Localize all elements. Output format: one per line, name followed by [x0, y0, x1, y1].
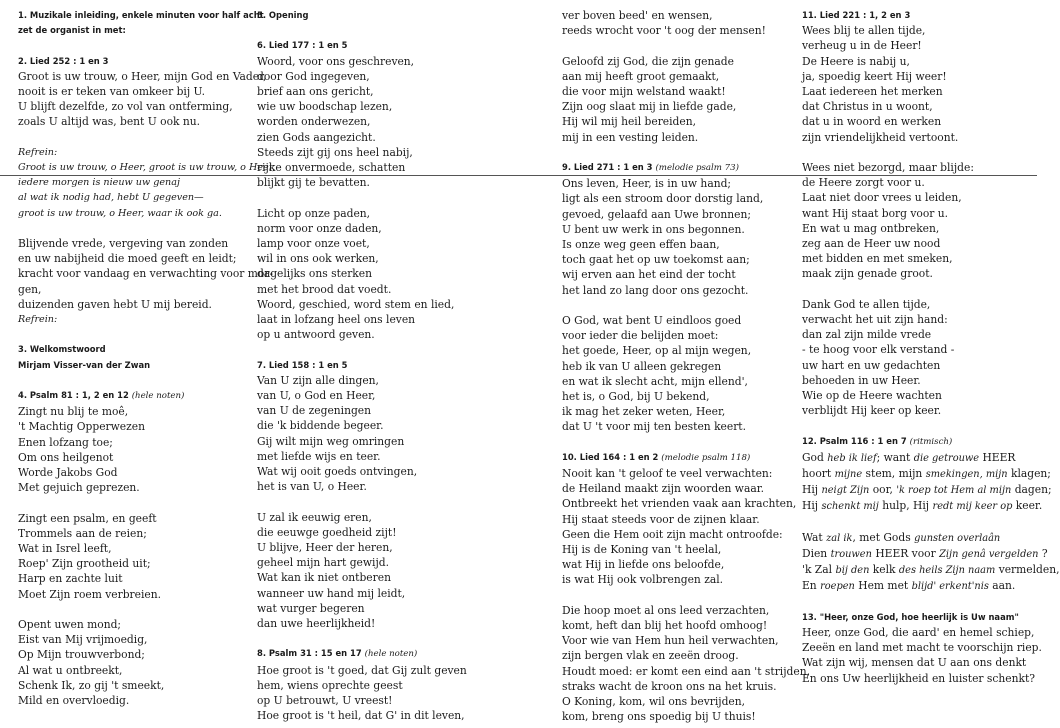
- lyric-line: toch gaat het op uw toekomst aan;: [562, 253, 750, 267]
- lyric-line: en uw nabijheid die moed geeft en leidt;: [18, 252, 237, 266]
- lyric-line: dan uwe heerlijkheid!: [257, 617, 376, 631]
- lyric-line: Woord, geschied, word stem en lied,: [257, 297, 455, 311]
- lyric-line: ligt als een stroom door dorstig land,: [562, 192, 764, 206]
- lyric-line: de Heere zorgt voor u.: [802, 176, 925, 190]
- item-2-heading: 2. Lied 252 : 1 en 3: [18, 55, 109, 66]
- lyric-line: het is, o God, bij U bekend,: [562, 390, 710, 404]
- lyric-line: uw hart en uw gedachten: [802, 358, 941, 372]
- lyric-line: duizenden gaven hebt U mij bereid.: [18, 297, 212, 311]
- lyric-line: Moet Zijn roem verbreien.: [18, 587, 162, 601]
- lyric-line: Met gejuich geprezen.: [18, 481, 140, 495]
- lyric-line: de Heiland maakt zijn woorden waar.: [562, 482, 765, 496]
- lyric-fragment: En: [802, 579, 821, 593]
- lyric-line: gevoed, gelaafd aan Uwe bronnen;: [562, 207, 751, 221]
- lyric-line: Om ons heilgenot: [18, 450, 114, 464]
- lyric-line: brief aan ons gericht,: [257, 85, 374, 98]
- lyric-line: Roep' Zijn grootheid uit;: [18, 557, 151, 571]
- lyric-line: Ontbreekt het vrienden vaak aan krachten,: [562, 497, 797, 511]
- item-8-title: 8. Psalm 31 : 15 en 17: [257, 648, 362, 659]
- lyric-line: Nooit kan 't geloof te veel verwachten:: [562, 467, 773, 481]
- lyric-line: op U betrouwt, U vreest!: [257, 694, 393, 708]
- item-3-heading: 3. Welkomstwoord: [18, 344, 106, 355]
- lyric-fragment: kelk: [869, 563, 899, 577]
- lyric-fragment: die getrouwe: [913, 452, 980, 464]
- lyric-fragment: redt mij keer op: [932, 501, 1013, 513]
- lyric-fragment: 'k roep tot Hem al mijn: [896, 485, 1012, 497]
- lyric-line: 't Machtig Opperwezen: [18, 420, 145, 434]
- lyric-line: verblijdt Hij keer op keer.: [802, 404, 942, 418]
- lyric-line: op u antwoord geven.: [257, 328, 375, 342]
- lyric-fragment: roepen: [820, 581, 855, 593]
- lyric-line: wil in ons ook werken,: [257, 252, 379, 266]
- item-12-title: 12. Psalm 116 : 1 en 7: [802, 435, 907, 446]
- lyric-line: die 'k biddende begeer.: [257, 419, 384, 433]
- lyric-line: Wat kan ik niet ontberen: [257, 571, 391, 585]
- lyric-line: wij erven aan het eind der tocht: [562, 268, 736, 282]
- lyric-fragment: God: [802, 450, 828, 464]
- lyric-line: Al wat u ontbreekt,: [18, 663, 123, 677]
- lyric-line: met bidden en met smeken,: [802, 252, 953, 266]
- item-4-heading: [18, 388, 250, 404]
- lyric-line: Wat in Isrel leeft,: [18, 542, 112, 556]
- lyric-fragment: blijd' erkent'nis: [911, 581, 989, 593]
- lyric-line: reeds wrocht voor 't oog der mensen!: [562, 24, 766, 38]
- lyric-line: het is van U, o Heer.: [257, 480, 367, 494]
- lyric-line: ver boven beed' en wensen,: [562, 9, 713, 22]
- lyric-fragment: ; want: [876, 450, 914, 464]
- lyric-line: het goede, Heer, op al mijn wegen,: [562, 344, 752, 358]
- item-9-note: (melodie psalm 73): [655, 163, 739, 173]
- lyric-fragment: HEER: [979, 450, 1016, 464]
- lyric-line: O God, wat bent U eindloos goed: [562, 314, 742, 328]
- lyric-fragment: keer.: [1012, 499, 1043, 513]
- lyric-line: zijn vriendelijkheid vertoont.: [802, 130, 959, 144]
- lyric-line: Steeds zijt gij ons heel nabij,: [257, 145, 413, 159]
- lyric-line: Die hoop moet al ons leed verzachten,: [562, 603, 770, 617]
- lyric-line: Wat wij ooit goeds ontvingen,: [257, 465, 418, 479]
- lyric-fragment: smekingen, mijn: [925, 469, 1008, 481]
- lyric-line: Is onze weg geen effen baan,: [562, 238, 720, 252]
- lyric-line: Hij is de Koning van 't heelal,: [562, 543, 722, 557]
- column-2: [257, 0, 532, 723]
- lyric-line: [802, 546, 1048, 562]
- lyric-line: zijn bergen vlak en zeeën droog.: [562, 649, 739, 663]
- lyric-line: O Koning, kom, wil ons bevrijden,: [562, 695, 746, 709]
- lyric-line: Wie op de Heere wachten: [802, 389, 942, 403]
- lyric-fragment: stem, mijn: [862, 467, 926, 481]
- lyric-fragment: HEER voor: [871, 547, 940, 561]
- lyric-fragment: ?: [1038, 547, 1048, 561]
- lyric-line: kracht voor vandaag en verwachting voor mor-: [18, 267, 274, 281]
- lyric-line: komt, heft dan blij het hoofd omhoog!: [562, 619, 768, 633]
- lyric-line: U blijve, Heer der heren,: [257, 541, 393, 555]
- lyric-line: Blijvende vrede, vergeving van zonden: [18, 237, 229, 250]
- lyric-fragment: aan.: [988, 579, 1016, 593]
- lyric-line: Groot is uw trouw, o Heer, mijn God en Vader,: [18, 69, 267, 83]
- lyric-line: straks wacht de kroon ons na het kruis.: [562, 679, 777, 693]
- lyric-line: blijkt gij te bevatten.: [257, 176, 370, 190]
- lyric-line: Zijn oog slaat mij in liefde gade,: [562, 100, 737, 114]
- lyric-line: Licht op onze paden,: [257, 206, 371, 220]
- lyric-line: Wees niet bezorgd, maar blijde:: [802, 161, 974, 175]
- lyric-line: dat u in woord en werken: [802, 115, 942, 129]
- lyric-line: Trommels aan de reien;: [18, 526, 147, 540]
- lyric-line: En ons Uw heerlijkheid en luister schenkt?: [802, 671, 1035, 685]
- lyric-line: Wat zijn wij, mensen dat U aan ons denkt: [802, 656, 1027, 670]
- lyric-line: Zingt nu blij te moê,: [18, 405, 129, 419]
- item-4-title: 4. Psalm 81 : 1, 2 en 12: [18, 390, 129, 400]
- lyric-line: lamp voor onze voet,: [257, 237, 370, 251]
- lyric-line: Hoe groot is 't goed, dat Gij zult geven: [257, 663, 467, 677]
- lyric-line: ik mag het zeker weten, Heer,: [562, 405, 726, 419]
- lyric-line: dat Christus in u woont,: [802, 100, 933, 114]
- lyric-line: is wat Hij ook volbrengen zal.: [562, 573, 724, 587]
- item-5-heading: 5. Opening: [257, 10, 309, 20]
- lyric-line: het land zo lang door ons gezocht.: [562, 283, 749, 297]
- lyric-line: Heer, onze God, die aard' en hemel schiep,: [802, 626, 1035, 640]
- item-10-heading: [562, 450, 794, 466]
- lyric-line: [802, 466, 1051, 482]
- lyric-line: Hoe groot is 't heil, dat G' in dit leven,: [257, 709, 465, 723]
- lyric-line: Harp en zachte luit: [18, 572, 123, 586]
- lyric-line: Voor wie van Hem hun heil verwachten,: [562, 634, 779, 648]
- lyric-line: verheug u in de Heer!: [802, 39, 922, 53]
- lyric-fragment: , met Gods: [852, 530, 915, 544]
- lyric-line: die eeuwge goedheid zijt!: [257, 525, 397, 539]
- lyric-fragment: Hem met: [854, 579, 912, 593]
- lyric-line: van U, o God en Heer,: [257, 389, 376, 403]
- refrain-line: al wat ik nodig had, hebt U gegeven—: [18, 192, 204, 204]
- lyric-fragment: bij den: [835, 565, 870, 577]
- lyric-line: door God ingegeven,: [257, 69, 370, 83]
- lyric-fragment: hoort: [802, 467, 835, 481]
- lyric-line: hem, wiens oprechte geest: [257, 678, 403, 692]
- lyric-fragment: oor,: [869, 483, 897, 497]
- column-1: [18, 0, 276, 708]
- lyric-line: want Hij staat borg voor u.: [802, 206, 949, 220]
- lyric-line: rijke onvermoede, schatten: [257, 161, 406, 175]
- lyric-fragment: vermelden,: [995, 563, 1060, 577]
- lyric-line: Houdt moed: er komt een eind aan 't strijden,: [562, 664, 810, 678]
- lyric-line: Ons leven, Heer, is in uw hand;: [562, 177, 732, 191]
- lyric-line: voor ieder die belijden moet:: [562, 329, 719, 343]
- item-12-note: (ritmisch): [909, 436, 953, 447]
- lyric-fragment: mijne: [834, 469, 863, 481]
- lyric-line: laat in lofzang heel ons leven: [257, 313, 416, 327]
- lyric-fragment: neigt Zijn: [821, 485, 870, 497]
- lyric-line: Worde Jakobs God: [18, 466, 118, 480]
- speaker-name: Mirjam Visser-van der Zwan: [18, 359, 151, 370]
- item-9-title: 9. Lied 271 : 1 en 3: [562, 162, 653, 172]
- lyric-line: en wat ik slecht acht, mijn ellend',: [562, 374, 748, 388]
- lyric-line: ja, spoedig keert Hij weer!: [802, 69, 947, 83]
- lyric-line: maak zijn genade groot.: [802, 267, 933, 281]
- lyric-line: Wees blij te allen tijde,: [802, 24, 926, 38]
- lyric-line: - te hoog voor elk verstand -: [802, 343, 955, 357]
- lyric-fragment: Wat: [802, 530, 827, 544]
- lyric-line: dat U 't voor mij ten besten keert.: [562, 420, 746, 434]
- lyric-fragment: gunsten overlaân: [914, 532, 1001, 544]
- lyric-line: Enen lofzang toe;: [18, 435, 113, 449]
- lyric-line: Gij wilt mijn weg omringen: [257, 434, 405, 448]
- lyric-line: Mild en overvloedig.: [18, 694, 130, 708]
- lyric-line: Geen die Hem ooit zijn macht ontroofde:: [562, 527, 783, 541]
- lyric-line: Op Mijn trouwverbond;: [18, 648, 145, 662]
- item-11-heading: 11. Lied 221 : 1, 2 en 3: [802, 10, 911, 20]
- item-9-heading: [562, 160, 794, 176]
- item-1-heading: 1. Muzikale inleiding, enkele minuten voor half acht: [18, 10, 264, 20]
- lyric-line: [802, 530, 1034, 546]
- lyric-line: wat Hij in liefde ons beloofde,: [562, 558, 725, 572]
- lyric-line: Eist van Mij vrijmoedig,: [18, 633, 148, 647]
- lyric-fragment: klagen;: [1007, 467, 1051, 481]
- lyric-fragment: 'k Zal: [802, 563, 836, 577]
- lyric-line: Hij wil mij heil bereiden,: [562, 115, 697, 129]
- lyric-fragment: zal ik: [826, 532, 853, 544]
- item-8-note: (hele noten): [364, 649, 418, 660]
- lyric-line: worden onderwezen,: [257, 115, 371, 129]
- lyric-line: Dank God te allen tijde,: [802, 297, 931, 311]
- lyric-line: En wat u mag ontbreken,: [802, 221, 940, 235]
- lyric-line: U bent uw werk in ons begonnen.: [562, 222, 745, 236]
- lyric-line: wat vurger begeren: [257, 601, 365, 615]
- lyric-line: dan zal zijn milde vrede: [802, 328, 932, 342]
- refrain-line: Groot is uw trouw, o Heer, groot is uw trouw, o Heer,: [18, 162, 276, 173]
- lyric-line: wie uw boodschap lezen,: [257, 100, 393, 114]
- lyric-line: met liefde wijs en teer.: [257, 449, 381, 463]
- lyric-fragment: Hij: [802, 499, 822, 513]
- lyric-line: heb ik van U alleen gekregen: [562, 359, 722, 373]
- lyric-fragment: Zijn genâ vergelden: [939, 549, 1039, 561]
- lyric-line: gen,: [18, 282, 42, 296]
- lyric-line: dagelijks ons sterken: [257, 267, 372, 281]
- lyric-line: behoeden in uw Heer.: [802, 373, 921, 387]
- lyric-fragment: schenkt mij: [821, 501, 879, 513]
- lyric-line: mij in een vesting leiden.: [562, 130, 699, 144]
- lyric-line: U zal ik eeuwig eren,: [257, 510, 372, 524]
- lyric-line: U blijft dezelfde, zo vol van ontferming,: [18, 100, 233, 114]
- column-4: [802, 0, 1060, 686]
- lyric-fragment: dagen;: [1011, 483, 1052, 497]
- lyric-line: van U de zegeningen: [257, 404, 372, 418]
- lyric-line: geheel mijn hart gewijd.: [257, 556, 390, 570]
- item-7-heading: 7. Lied 158 : 1 en 5: [257, 359, 348, 370]
- lyric-fragment: Hij: [802, 483, 822, 497]
- lyric-line: norm voor onze daden,: [257, 221, 382, 235]
- refrain-label: Refrein:: [18, 146, 58, 158]
- lyric-line: Zeeën en land met macht te voorschijn riep.: [802, 641, 1042, 655]
- lyric-line: verwacht het uit zijn hand:: [802, 313, 948, 327]
- lyric-line: Hij staat steeds voor de zijnen klaar.: [562, 512, 760, 526]
- refrain-line: iedere morgen is nieuw uw genaj: [18, 177, 180, 189]
- lyric-line: die voor mijn welstand waakt!: [562, 85, 726, 98]
- lyric-line: [802, 498, 1043, 514]
- item-4-note: (hele noten): [131, 391, 185, 401]
- lyric-line: nooit is er teken van omkeer bij U.: [18, 85, 205, 98]
- lyric-line: Laat niet door vrees u leiden,: [802, 191, 962, 205]
- refrain-label: Refrein:: [18, 314, 58, 326]
- lyric-fragment: hulp, Hij: [878, 499, 933, 513]
- item-8-heading: [257, 646, 532, 662]
- lyric-fragment: trouwen: [830, 549, 872, 561]
- lyric-line: zien Gods aangezicht.: [257, 130, 376, 144]
- column-3: [562, 0, 810, 724]
- lyric-line: zoals U altijd was, bent U ook nu.: [18, 115, 201, 129]
- lyric-fragment: des heils Zijn naam: [898, 565, 996, 577]
- lyric-line: met het brood dat voedt.: [257, 282, 392, 296]
- lyric-line: [802, 562, 1060, 578]
- lyric-line: [802, 578, 1034, 594]
- lyric-line: Zingt een psalm, en geeft: [18, 511, 157, 525]
- lyric-line: [802, 482, 1052, 498]
- lyric-line: Geloofd zij God, die zijn genade: [562, 54, 734, 68]
- lyric-line: Laat iedereen het merken: [802, 85, 943, 99]
- lyric-line: [802, 450, 1034, 466]
- lyric-line: aan mij heeft groot gemaakt,: [562, 69, 720, 83]
- item-6-heading: 6. Lied 177 : 1 en 5: [257, 40, 348, 51]
- refrain-line: groot is uw trouw, o Heer, waar ik ook ga.: [18, 207, 222, 219]
- lyric-line: De Heere is nabij u,: [802, 54, 910, 68]
- item-13-heading: 13. "Heer, onze God, hoe heerlijk is Uw naam": [802, 611, 1019, 622]
- lyric-line: wanneer uw hand mij leidt,: [257, 586, 406, 600]
- item-10-title: 10. Lied 164 : 1 en 2: [562, 451, 659, 462]
- item-10-note: (melodie psalm 118): [661, 452, 751, 463]
- lyric-fragment: heb ik lief: [827, 452, 877, 464]
- lyric-line: Opent uwen mond;: [18, 618, 122, 632]
- lyric-fragment: Dien: [802, 547, 831, 561]
- item-1-heading-cont: zet de organist in met:: [18, 25, 126, 36]
- lyric-line: kom, breng ons spoedig bij U thuis!: [562, 710, 756, 724]
- lyric-line: zeg aan de Heer uw nood: [802, 237, 941, 251]
- item-12-heading: [802, 434, 1034, 450]
- lyric-line: Schenk Ik, zo gij 't smeekt,: [18, 678, 165, 692]
- lyric-line: Woord, voor ons geschreven,: [257, 54, 415, 68]
- lyric-line: Van U zijn alle dingen,: [257, 373, 379, 387]
